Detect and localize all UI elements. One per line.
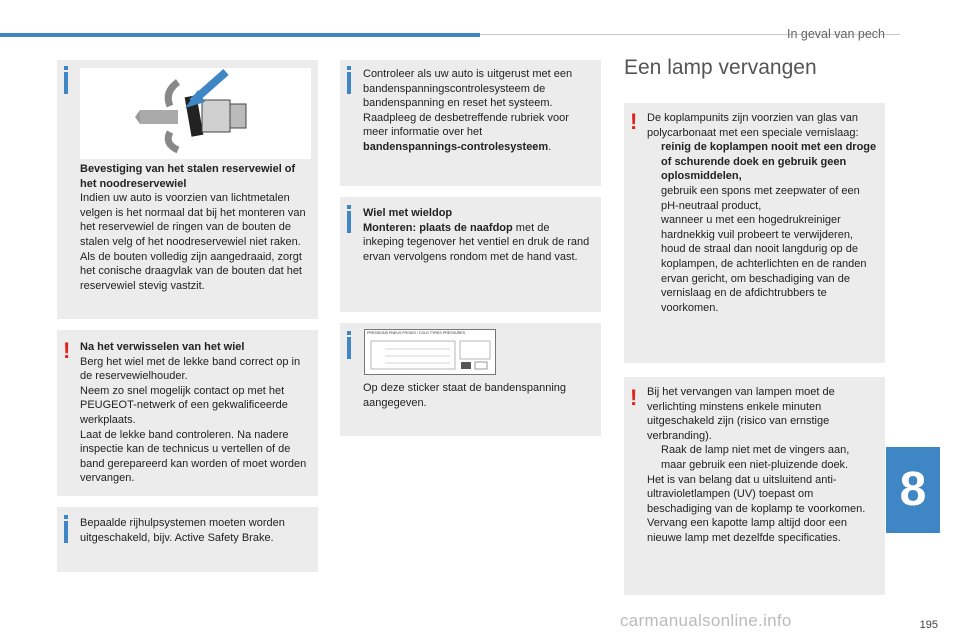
tyre-pressure-sticker <box>364 329 496 375</box>
sticker-text: Op deze sticker staat de bandenspanning aangegeven. <box>363 382 567 409</box>
spare-wheel-body: Indien uw auto is voorzien van lichtmetalen velgen is het normaal dat bij het monteren van het reservewiel de ringen van de bouten de stalen velg of het noodreservewiel niet raken. Als de bouten volledig zijn aangedraaid, zorgt het conische draagvlak van de bouten dat het reservewiel stevig vastzit. <box>80 192 306 292</box>
hubcap-bold: Monteren: plaats de naafdop <box>363 221 513 234</box>
headlamp-care-bullet-2: gebruik een spons met zeepwater of een pH-neutraal product, <box>661 184 860 212</box>
sticker-label: PRESSIONS PNEUS FROIDS / COLD TYRES PRESSURES <box>367 331 465 335</box>
lamp-replace-body3: Vervang een kapotte lamp altijd door een nieuwe lamp met dezelfde specificaties. <box>647 517 847 544</box>
page-number: 195 <box>919 619 938 631</box>
tpms-end: . <box>548 140 552 153</box>
warning-icon: ! <box>630 385 638 410</box>
hubcap-text <box>363 206 593 264</box>
after-change-text <box>80 340 310 486</box>
warning-box-headlamp-care <box>624 103 885 363</box>
chapter-tab: 8 <box>886 447 940 533</box>
tpms-body: Controleer als uw auto is uitgerust met een bandenspanningscontrolesysteem de bandenspanning en reset het systeem. <box>363 68 573 110</box>
spare-wheel-text <box>80 162 310 293</box>
lamp-replace-bullet-1: Raak de lamp niet met de vingers aan, maar gebruik een niet-pluizende doek. <box>661 444 850 471</box>
info-box-hubcap <box>340 197 601 312</box>
after-change-body2: Neem zo snel mogelijk contact op met het PEUGEOT-netwerk of een gekwalificeerde werkplaats. <box>80 384 288 426</box>
watermark: carmanualsonline.info <box>620 611 792 630</box>
info-box-driving-aids <box>57 507 318 572</box>
hubcap-title: Wiel met wieldop <box>363 207 453 219</box>
info-box-sticker <box>340 323 601 436</box>
tpms-bold: bandenspannings-controlesysteem <box>363 140 549 153</box>
after-change-body: Berg het wiel met de lekke band correct op in de reservewielhouder. <box>80 355 301 383</box>
info-icon <box>64 521 68 543</box>
lamp-replace-body2: Het is van belang dat u uitsluitend anti-ultravioletlampen (UV) toepast om beschadiging van de koplamp te voorkomen. <box>647 473 866 515</box>
spare-wheel-title: Bevestiging van het stalen reservewiel of het noodreservewiel <box>80 163 296 190</box>
lamp-replace-text <box>647 385 877 546</box>
hubcap-body: met de inkeping tegenover het ventiel en druk de rand ervan vervolgens rondom met de hand vast. <box>363 221 590 263</box>
warning-box-after-change <box>57 330 318 496</box>
info-box-spare-wheel <box>57 60 318 319</box>
info-icon <box>347 337 351 359</box>
warning-icon: ! <box>63 338 71 363</box>
header-accent-bar <box>0 33 480 37</box>
page-header-title: In geval van pech <box>787 27 885 41</box>
info-icon <box>347 211 351 233</box>
info-icon <box>347 72 351 94</box>
tpms-body2: Raadpleeg de desbetreffende rubriek voor meer informatie over het <box>363 111 569 139</box>
headlamp-care-body: De koplampunits zijn voorzien van glas van polycarbonaat met een speciale vernislaag: <box>647 112 859 139</box>
warning-icon: ! <box>630 109 638 134</box>
headlamp-care-bullet-1: reinig de koplampen nooit met een droge of schurende doek en gebruik geen oplosmiddelen, <box>661 141 877 183</box>
info-box-tpms <box>340 60 601 186</box>
tpms-text <box>363 67 593 155</box>
after-change-title: Na het verwisselen van het wiel <box>80 341 245 353</box>
after-change-body3: Laat de lekke band controleren. Na nadere inspectie kan de technicus u vertellen of de band gerepareerd kan worden of moet worden vervangen. <box>80 428 307 485</box>
section-title: Een lamp vervangen <box>624 56 817 79</box>
info-icon <box>64 72 68 94</box>
driving-aids-text: Bepaalde rijhulpsystemen moeten worden uitgeschakeld, bijv. Active Safety Brake. <box>80 517 285 544</box>
headlamp-care-bullet-3: wanneer u met een hogedrukreiniger hardnekkig vuil probeert te verwijderen, houd de straal dan nooit langdurig op de koplampen, de achterlichten en de randen ervan gericht, om beschadiging van de vernislaag en de afdichtrubbers te voorkomen. <box>661 214 867 314</box>
lamp-replace-body: Bij het vervangen van lampen moet de verlichting minstens enkele minuten uitgeschakeld zijn (risico van ernstige verbranding). <box>647 386 835 442</box>
warning-box-lamp-replace <box>624 377 885 595</box>
wheel-bolt-illustration <box>80 68 311 159</box>
headlamp-care-text <box>647 111 877 315</box>
